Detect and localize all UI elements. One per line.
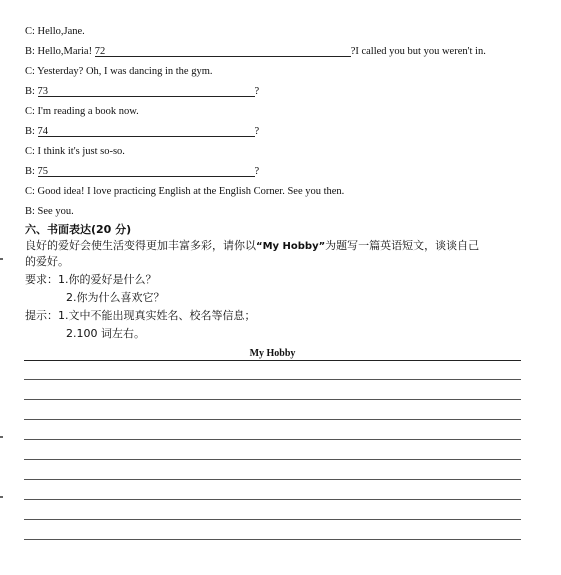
dialogue-text: C: I think it's just so-so. — [25, 146, 125, 157]
intro-text: 为题写一篇英语短文，谈谈自己 — [325, 239, 480, 252]
answer-blank-73[interactable] — [38, 85, 255, 97]
dialogue-suffix: ? — [254, 86, 260, 97]
dialogue-line-5 — [25, 105, 139, 118]
writing-line[interactable] — [24, 379, 521, 380]
writing-line[interactable] — [24, 539, 521, 540]
req-item-1: 1.你的爱好是什么？ — [58, 273, 157, 286]
question-number: 74 — [37, 126, 49, 137]
question-number: 72 — [94, 46, 106, 57]
dialogue-suffix: ? — [254, 126, 260, 137]
dialogue-text: B: See you. — [25, 206, 74, 217]
writing-line[interactable] — [24, 499, 521, 500]
dialogue-prefix: B: — [25, 126, 38, 137]
dialogue-line-3 — [25, 65, 213, 78]
writing-line[interactable] — [24, 479, 521, 480]
dialogue-line-9 — [25, 185, 344, 198]
dialogue-text: C: Hello,Jane. — [25, 26, 85, 37]
dialogue-line-10 — [25, 205, 74, 218]
req-label: 要求： — [25, 273, 58, 286]
writing-line[interactable] — [24, 439, 521, 440]
dialogue-prefix: B: — [25, 86, 38, 97]
tip-item-1: 1.文中不能出现真实姓名、校名等信息； — [58, 309, 256, 322]
dialogue-suffix: ? — [254, 166, 260, 177]
dialogue-suffix: ?I called you but you weren't in. — [350, 46, 486, 57]
dialogue-text: C: Yesterday? Oh, I was dancing in the gym. — [25, 66, 213, 77]
intro-text: 良好的爱好会使生活变得更加丰富多彩，请你以 — [25, 239, 256, 252]
margin-mark — [0, 436, 3, 438]
section-heading: 六、书面表达(20 分) — [25, 223, 132, 236]
tip-item-2: 2.100 词左右。 — [66, 327, 145, 340]
tips — [25, 309, 256, 322]
writing-line[interactable] — [24, 519, 521, 520]
writing-line[interactable] — [24, 399, 521, 400]
dialogue-line-7 — [25, 145, 125, 158]
question-number: 73 — [37, 86, 49, 97]
dialogue-line-75 — [25, 165, 259, 178]
answer-blank-75[interactable] — [38, 165, 255, 177]
req-item-2: 2.你为什么喜欢它？ — [66, 291, 165, 304]
writing-title: My Hobby — [249, 348, 296, 359]
margin-mark — [0, 496, 3, 498]
writing-line[interactable] — [24, 459, 521, 460]
dialogue-text: C: Good idea! I love practicing English at the English Corner. See you then. — [25, 186, 345, 197]
writing-line[interactable] — [24, 419, 521, 420]
dialogue-line-72 — [25, 45, 486, 58]
dialogue-line-73 — [25, 85, 259, 98]
writing-title-line — [24, 348, 521, 361]
dialogue-line-1 — [25, 25, 85, 38]
dialogue-text: C: I'm reading a book now. — [25, 106, 139, 117]
dialogue-line-74 — [25, 125, 259, 138]
answer-blank-72[interactable] — [95, 45, 351, 57]
tip-label: 提示： — [25, 309, 58, 322]
margin-mark — [0, 258, 3, 260]
dialogue-prefix: B: Hello,Maria! — [25, 46, 95, 57]
section-intro — [25, 239, 479, 253]
dialogue-prefix: B: — [25, 166, 38, 177]
answer-blank-74[interactable] — [38, 125, 255, 137]
requirements — [25, 273, 157, 286]
intro-topic: “My Hobby” — [256, 241, 326, 252]
section-intro-line2: 的爱好。 — [25, 255, 69, 268]
question-number: 75 — [37, 166, 49, 177]
